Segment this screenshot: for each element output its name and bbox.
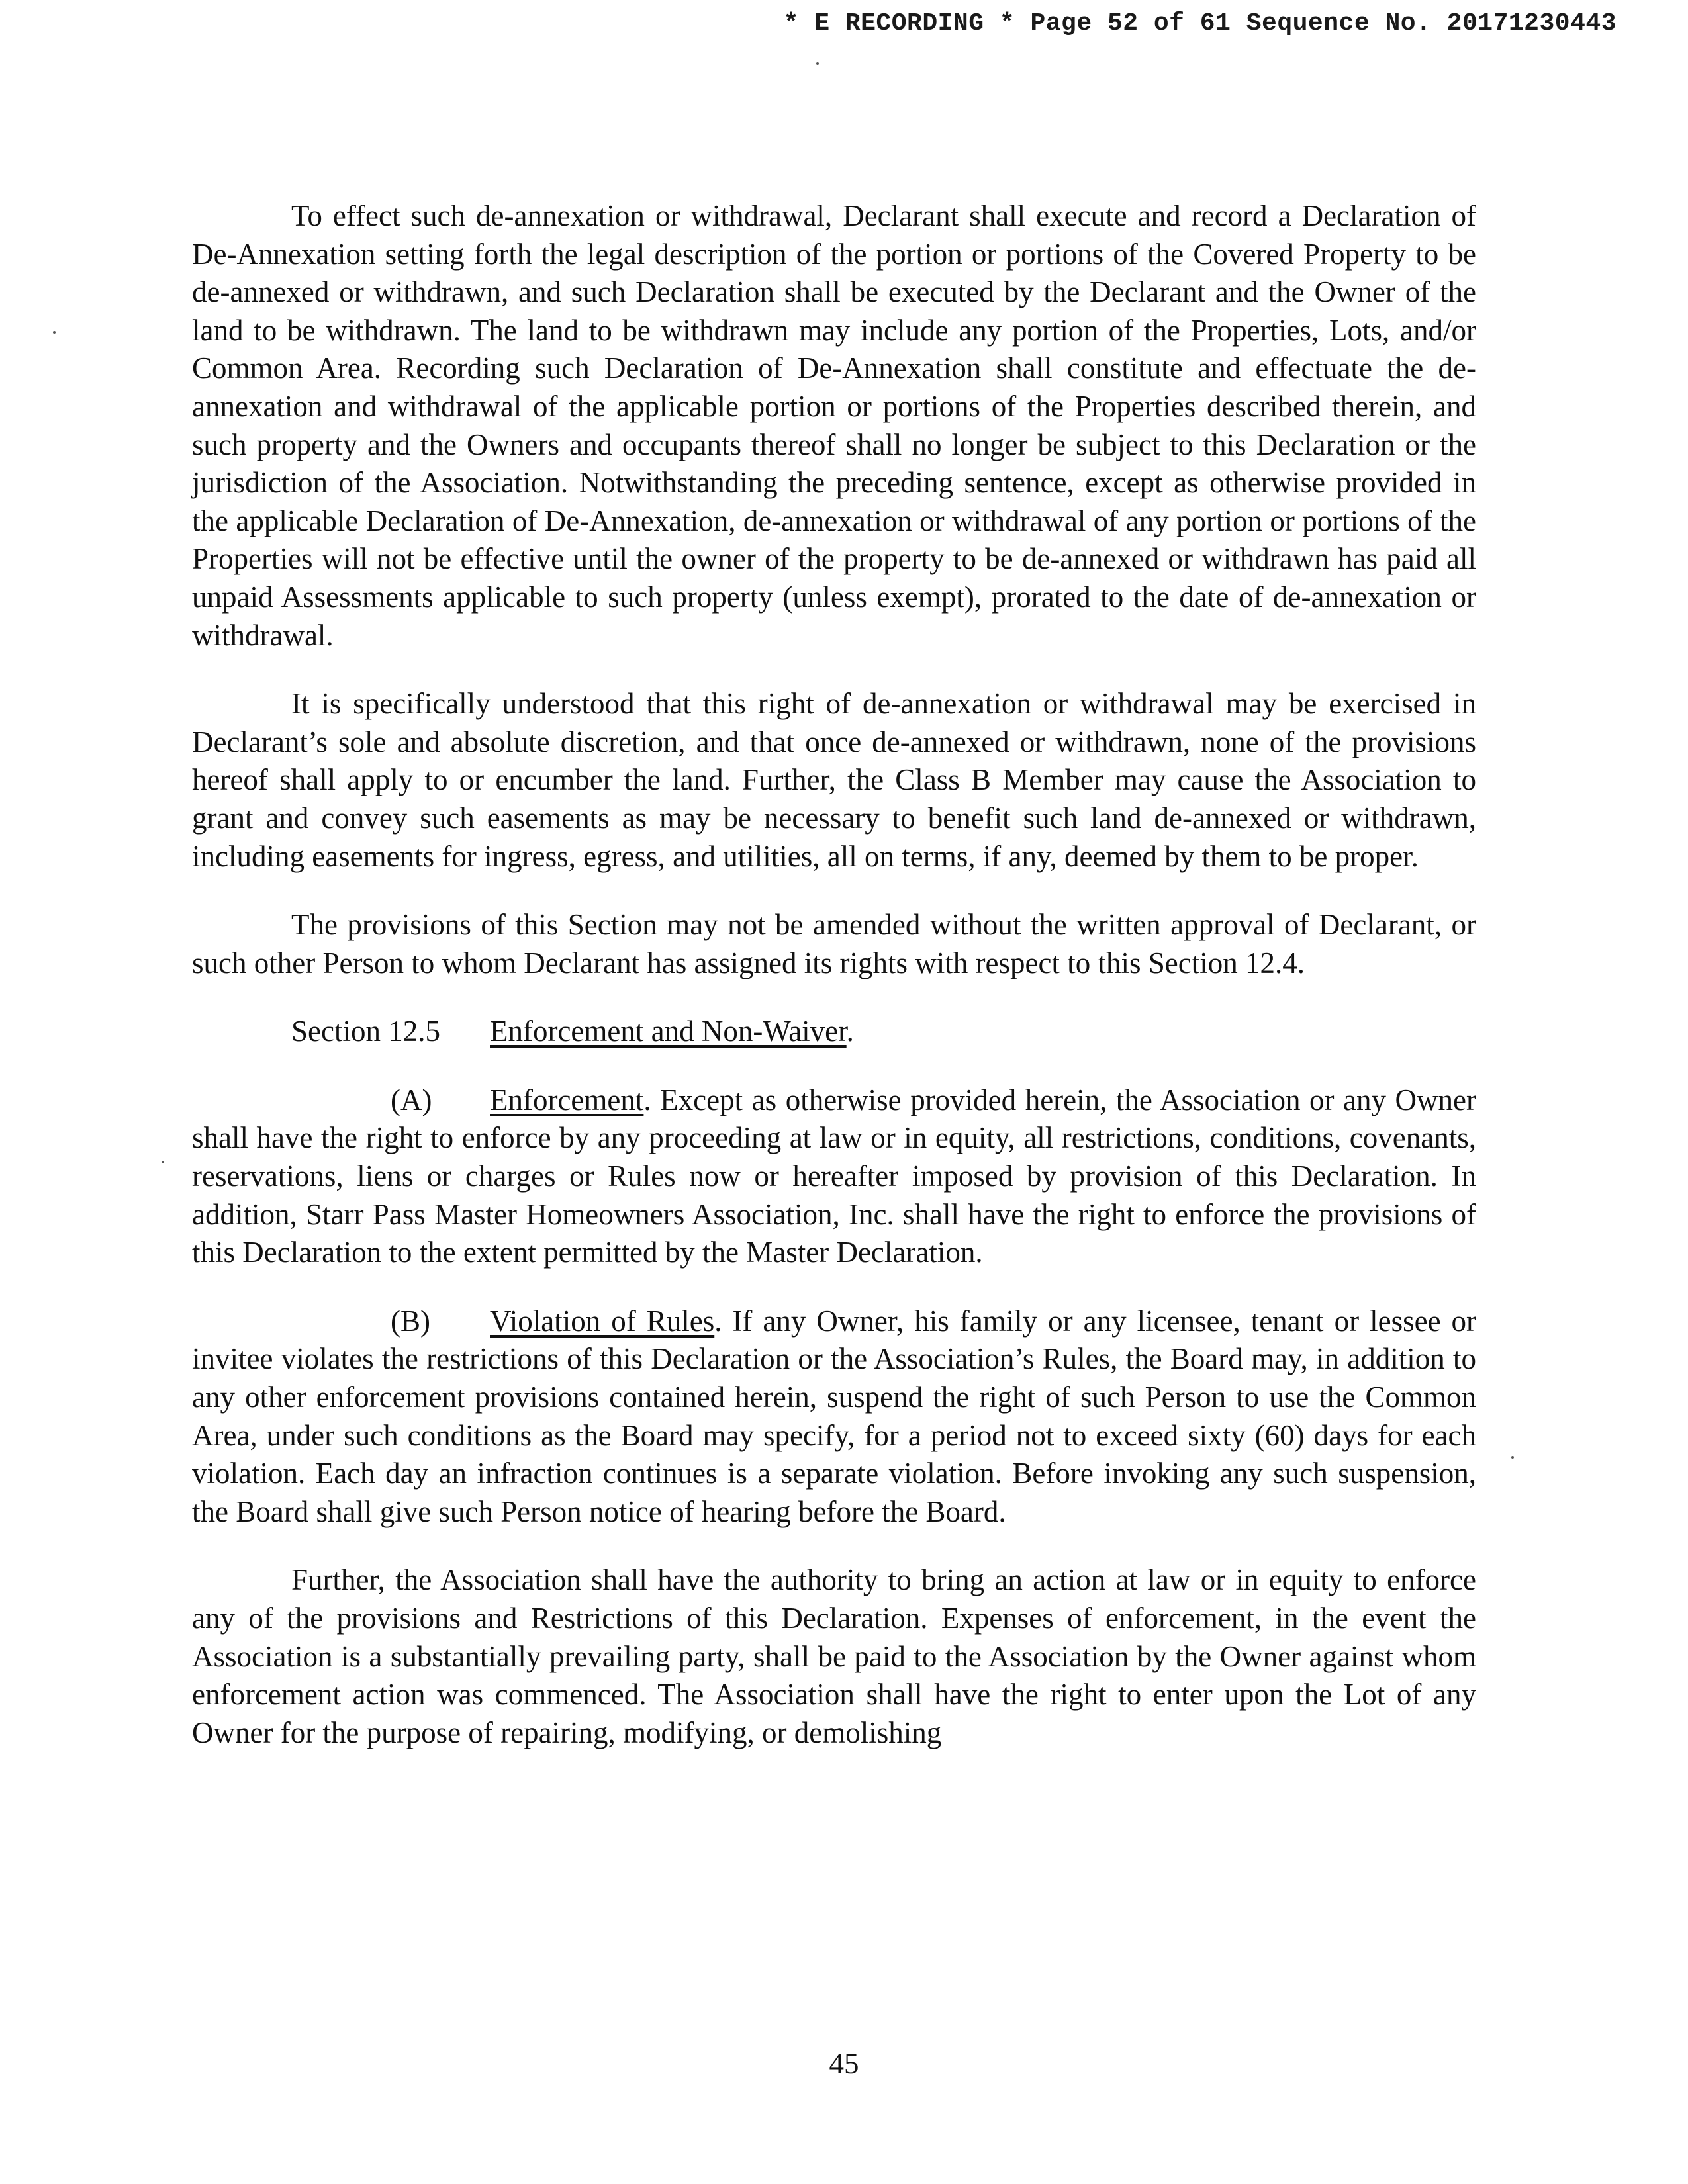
- subsection-b-heading: Violation of Rules: [490, 1304, 715, 1338]
- scan-speck: [162, 1161, 164, 1163]
- section-title: Enforcement and Non-Waiver: [490, 1015, 847, 1048]
- subsection-a-heading: Enforcement: [490, 1083, 644, 1116]
- recording-header: * E RECORDING * Page 52 of 61 Sequence No. 20171230443: [783, 9, 1617, 38]
- section-number: Section 12.5: [291, 1015, 440, 1048]
- paragraph-amendment-restriction: The provisions of this Section may not be amended without the written approval of Declarant, or such other Person to whom Declarant has assigned its rights with respect to this Section 12.4.: [192, 908, 1476, 979]
- section-heading: [192, 1013, 1476, 1051]
- paragraph-de-annexation-procedure: To effect such de-annexation or withdrawal, Declarant shall execute and record a Declaration of De-Annexation setting forth the legal description of the portion or portions of the Covered Property to be de-annexed or withdrawn, and such Declaration shall be executed by the Declarant and the Owner of the land to be withdrawn. The land to be withdrawn may include any portion of the Properties, Lots, and/or Common Area. Recording such Declaration of De-Annexation shall constitute and effectuate the de-annexation and withdrawal of the applicable portion or portions of the Properties described therein, and such property and the Owners and occupants thereof shall no longer be subject to this Declaration or the jurisdiction of the Association. Notwithstanding the preceding sentence, except as otherwise provided in the applicable Declaration of De-Annexation, de-annexation or withdrawal of any portion or portions of the Properties will not be effective until the owner of the property to be de-annexed or withdrawn has paid all unpaid Assessments applicable to such property (unless exempt), prorated to the date of de-annexation or withdrawal.: [192, 199, 1476, 652]
- scan-speck: [53, 331, 56, 334]
- document-body: [192, 197, 1476, 1752]
- subsection-b-label: (B): [391, 1304, 430, 1338]
- subsection-b-text: . If any Owner, his family or any licensee, tenant or lessee or invitee violates the restrictions of this Declaration or the Association’s Rules, the Board may, in addition to any other enforcement provisions contained herein, suspend the right of such Person to use the Common Area, under such conditions as the Board may specify, for a period not to exceed sixty (60) days for each violation. Each day an infraction continues is a separate violation. Before invoking any such suspension, the Board shall give such Person notice of hearing before the Board.: [192, 1304, 1476, 1528]
- paragraph-declarant-discretion: It is specifically understood that this right of de-annexation or withdrawal may be exercised in Declarant’s sole and absolute discretion, and that once de-annexed or withdrawn, none of the provisions hereof shall apply to or encumber the land. Further, the Class B Member may cause the Association to grant and convey such easements as may be necessary to benefit such land de-annexed or withdrawn, including easements for ingress, egress, and utilities, all on terms, if any, deemed by them to be proper.: [192, 687, 1476, 873]
- subsection-a-label: (A): [391, 1083, 432, 1116]
- section-title-period: .: [846, 1015, 854, 1048]
- page-number: 45: [829, 2047, 859, 2080]
- paragraph-association-authority: Further, the Association shall have the authority to bring an action at law or in equity to enforce any of the provisions and Restrictions of this Declaration. Expenses of enforcement, in the event the Association is a substantially prevailing party, shall be paid to the Association by the Owner against whom enforcement action was commenced. The Association shall have the right to enter upon the Lot of any Owner for the purpose of repairing, modifying, or demolishing: [192, 1563, 1476, 1749]
- subsection-a-text: . Except as otherwise provided herein, the Association or any Owner shall have the right to enforce by any proceeding at law or in equity, all restrictions, conditions, covenants, reservations, liens or charges or Rules now or hereafter imposed by provision of this Declaration. In addition, Starr Pass Master Homeowners Association, Inc. shall have the right to enforce the provisions of this Declaration to the extent permitted by the Master Declaration.: [192, 1083, 1476, 1269]
- subsection-a: [192, 1081, 1476, 1272]
- scan-speck: [1511, 1456, 1514, 1459]
- scan-speck: [816, 62, 819, 65]
- subsection-b: [192, 1302, 1476, 1531]
